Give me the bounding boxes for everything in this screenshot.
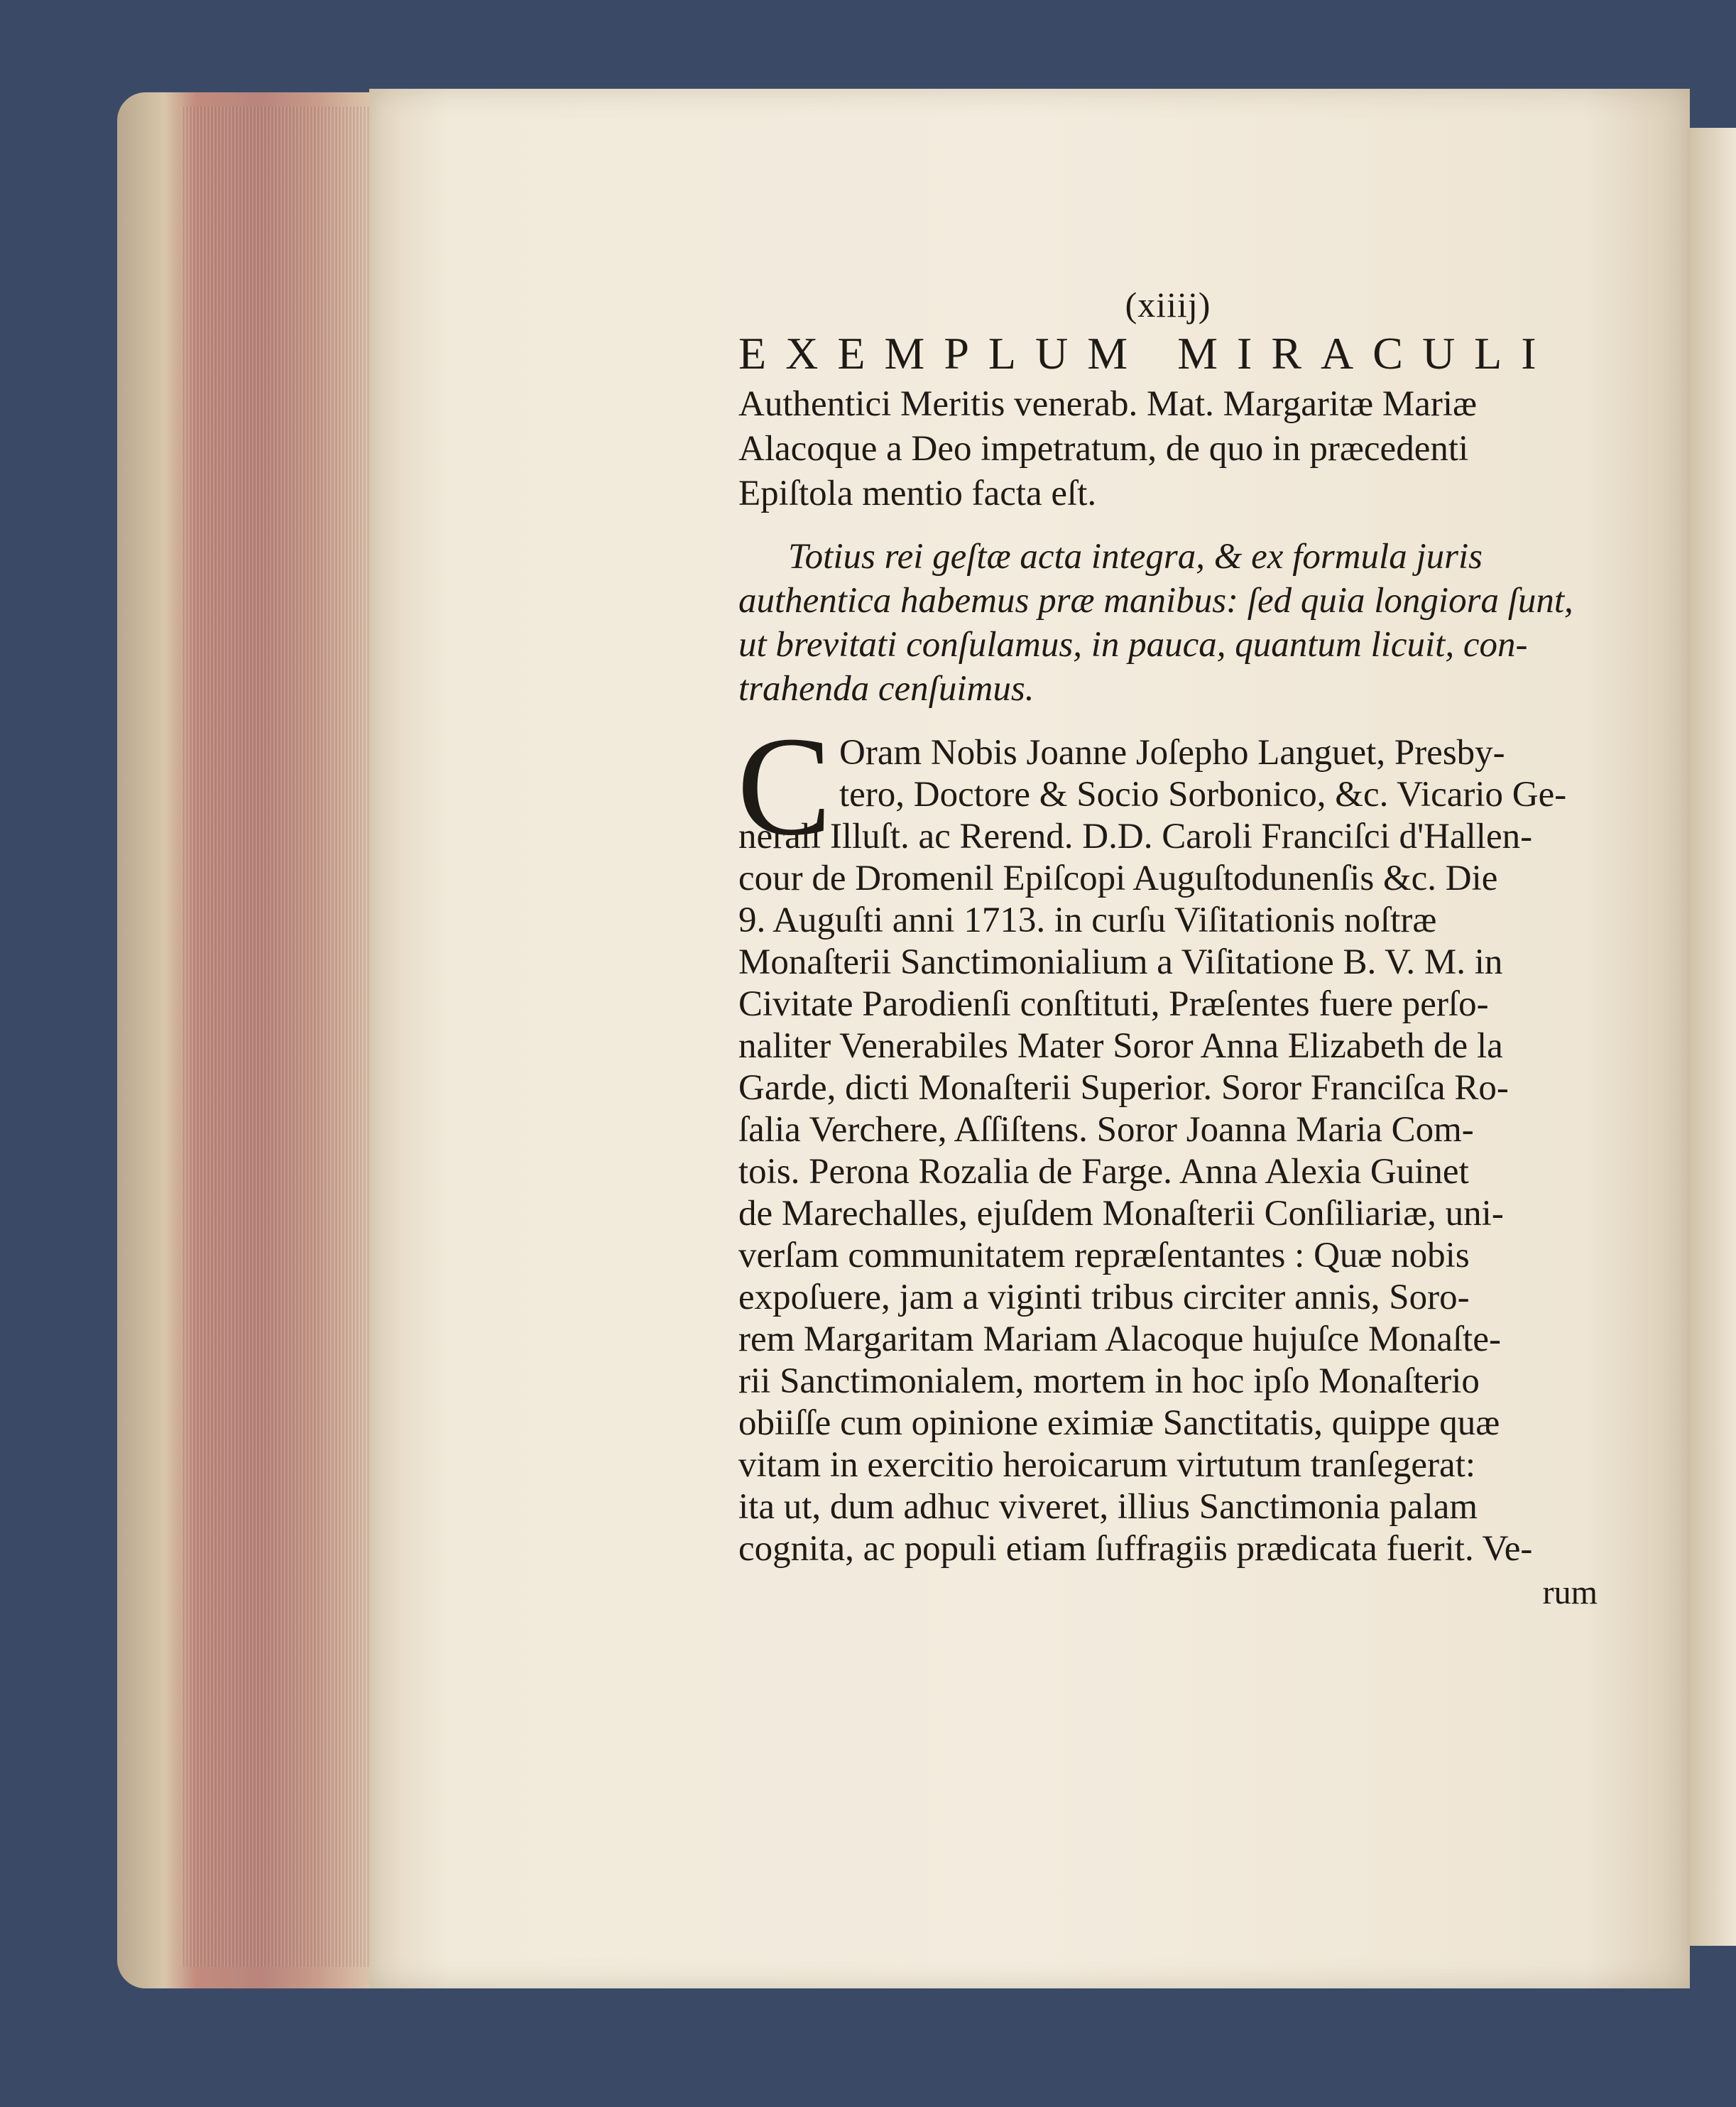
subtitle-line: Authentici Meritis venerab. Mat. Margaritæ Mariæ: [738, 384, 1478, 424]
body-line: obiiſſe cum opinione eximiæ Sanctitatis, quippe quæ: [738, 1403, 1500, 1443]
body-line: ſalia Verchere, Aſſiſtens. Soror Joanna Maria Com-: [738, 1110, 1474, 1150]
subtitle-line: Alacoque a Deo impetratum, de quo in præcedenti: [738, 429, 1469, 469]
body-line: 9. Auguſti anni 1713. in curſu Viſitationis noſtræ: [738, 900, 1437, 940]
body-line: expoſuere, jam a viginti tribus circiter annis, Soro-: [738, 1278, 1470, 1317]
body-line: rem Margaritam Mariam Alacoque hujuſce Monaſte-: [738, 1319, 1501, 1359]
subtitle-line: Epiſtola mentio facta eſt.: [738, 474, 1097, 513]
body-line: cour de Dromenil Epiſcopi Auguſtodunenſis &c. Die: [738, 859, 1498, 898]
body-paragraph: [737, 708, 1598, 1570]
italic-paragraph: [738, 535, 1598, 711]
subtitle: [738, 382, 1598, 516]
body-line: Civitate Parodienſi conſtituti, Præſentes fuere perſo-: [738, 984, 1489, 1024]
body-line: Monaſterii Sanctimonialium a Viſitatione B. V. M. in: [738, 942, 1503, 982]
page-number: (xiiij): [1125, 285, 1211, 325]
body-line: naliter Venerabiles Mater Soror Anna Elizabeth de la: [738, 1026, 1503, 1066]
body-line: vitam in exercitio heroicarum virtutum tranſegerat:: [738, 1445, 1476, 1485]
page-text-block: [738, 284, 1598, 1613]
body-line: cognita, ac populi etiam ſuffragiis prædicata fuerit. Ve-: [738, 1529, 1533, 1569]
catchword: rum: [1542, 1574, 1598, 1611]
italic-line: trahenda cenſuimus.: [738, 669, 1034, 709]
body-line: rii Sanctimonialem, mortem in hoc ipſo Monaſterio: [738, 1361, 1480, 1401]
italic-line: authentica habemus præ manibus: ſed quia longiora ſunt,: [738, 581, 1573, 621]
body-line: verſam communitatem repræſentantes : Quæ nobis: [738, 1236, 1470, 1275]
italic-line: Totius rei geſtæ acta integra, & ex formula juris: [788, 537, 1483, 577]
body-line: tero, Doctore & Socio Sorbonico, &c. Vicario Ge-: [839, 775, 1567, 815]
page-block-edges: [181, 107, 380, 1967]
body-line: de Marechalles, ejuſdem Monaſterii Conſiliariæ, uni-: [738, 1194, 1504, 1234]
drop-cap: C: [737, 708, 832, 865]
section-heading: EXEMPLUM MIRACULI: [738, 328, 1556, 379]
italic-line: ut brevitati conſulamus, in pauca, quantum licuit, con-: [738, 625, 1528, 665]
facing-page-edge: [1690, 128, 1736, 1946]
body-line: ita ut, dum adhuc viveret, illius Sanctimonia palam: [738, 1487, 1478, 1527]
body-line: Oram Nobis Joanne Joſepho Languet, Presby-: [839, 733, 1505, 773]
body-line: nerali Illuſt. ac Rerend. D.D. Caroli Franciſci d'Hallen-: [738, 817, 1533, 856]
body-line: Garde, dicti Monaſterii Superior. Soror Franciſca Ro-: [738, 1068, 1509, 1108]
body-line: tois. Perona Rozalia de Farge. Anna Alexia Guinet: [738, 1152, 1469, 1192]
